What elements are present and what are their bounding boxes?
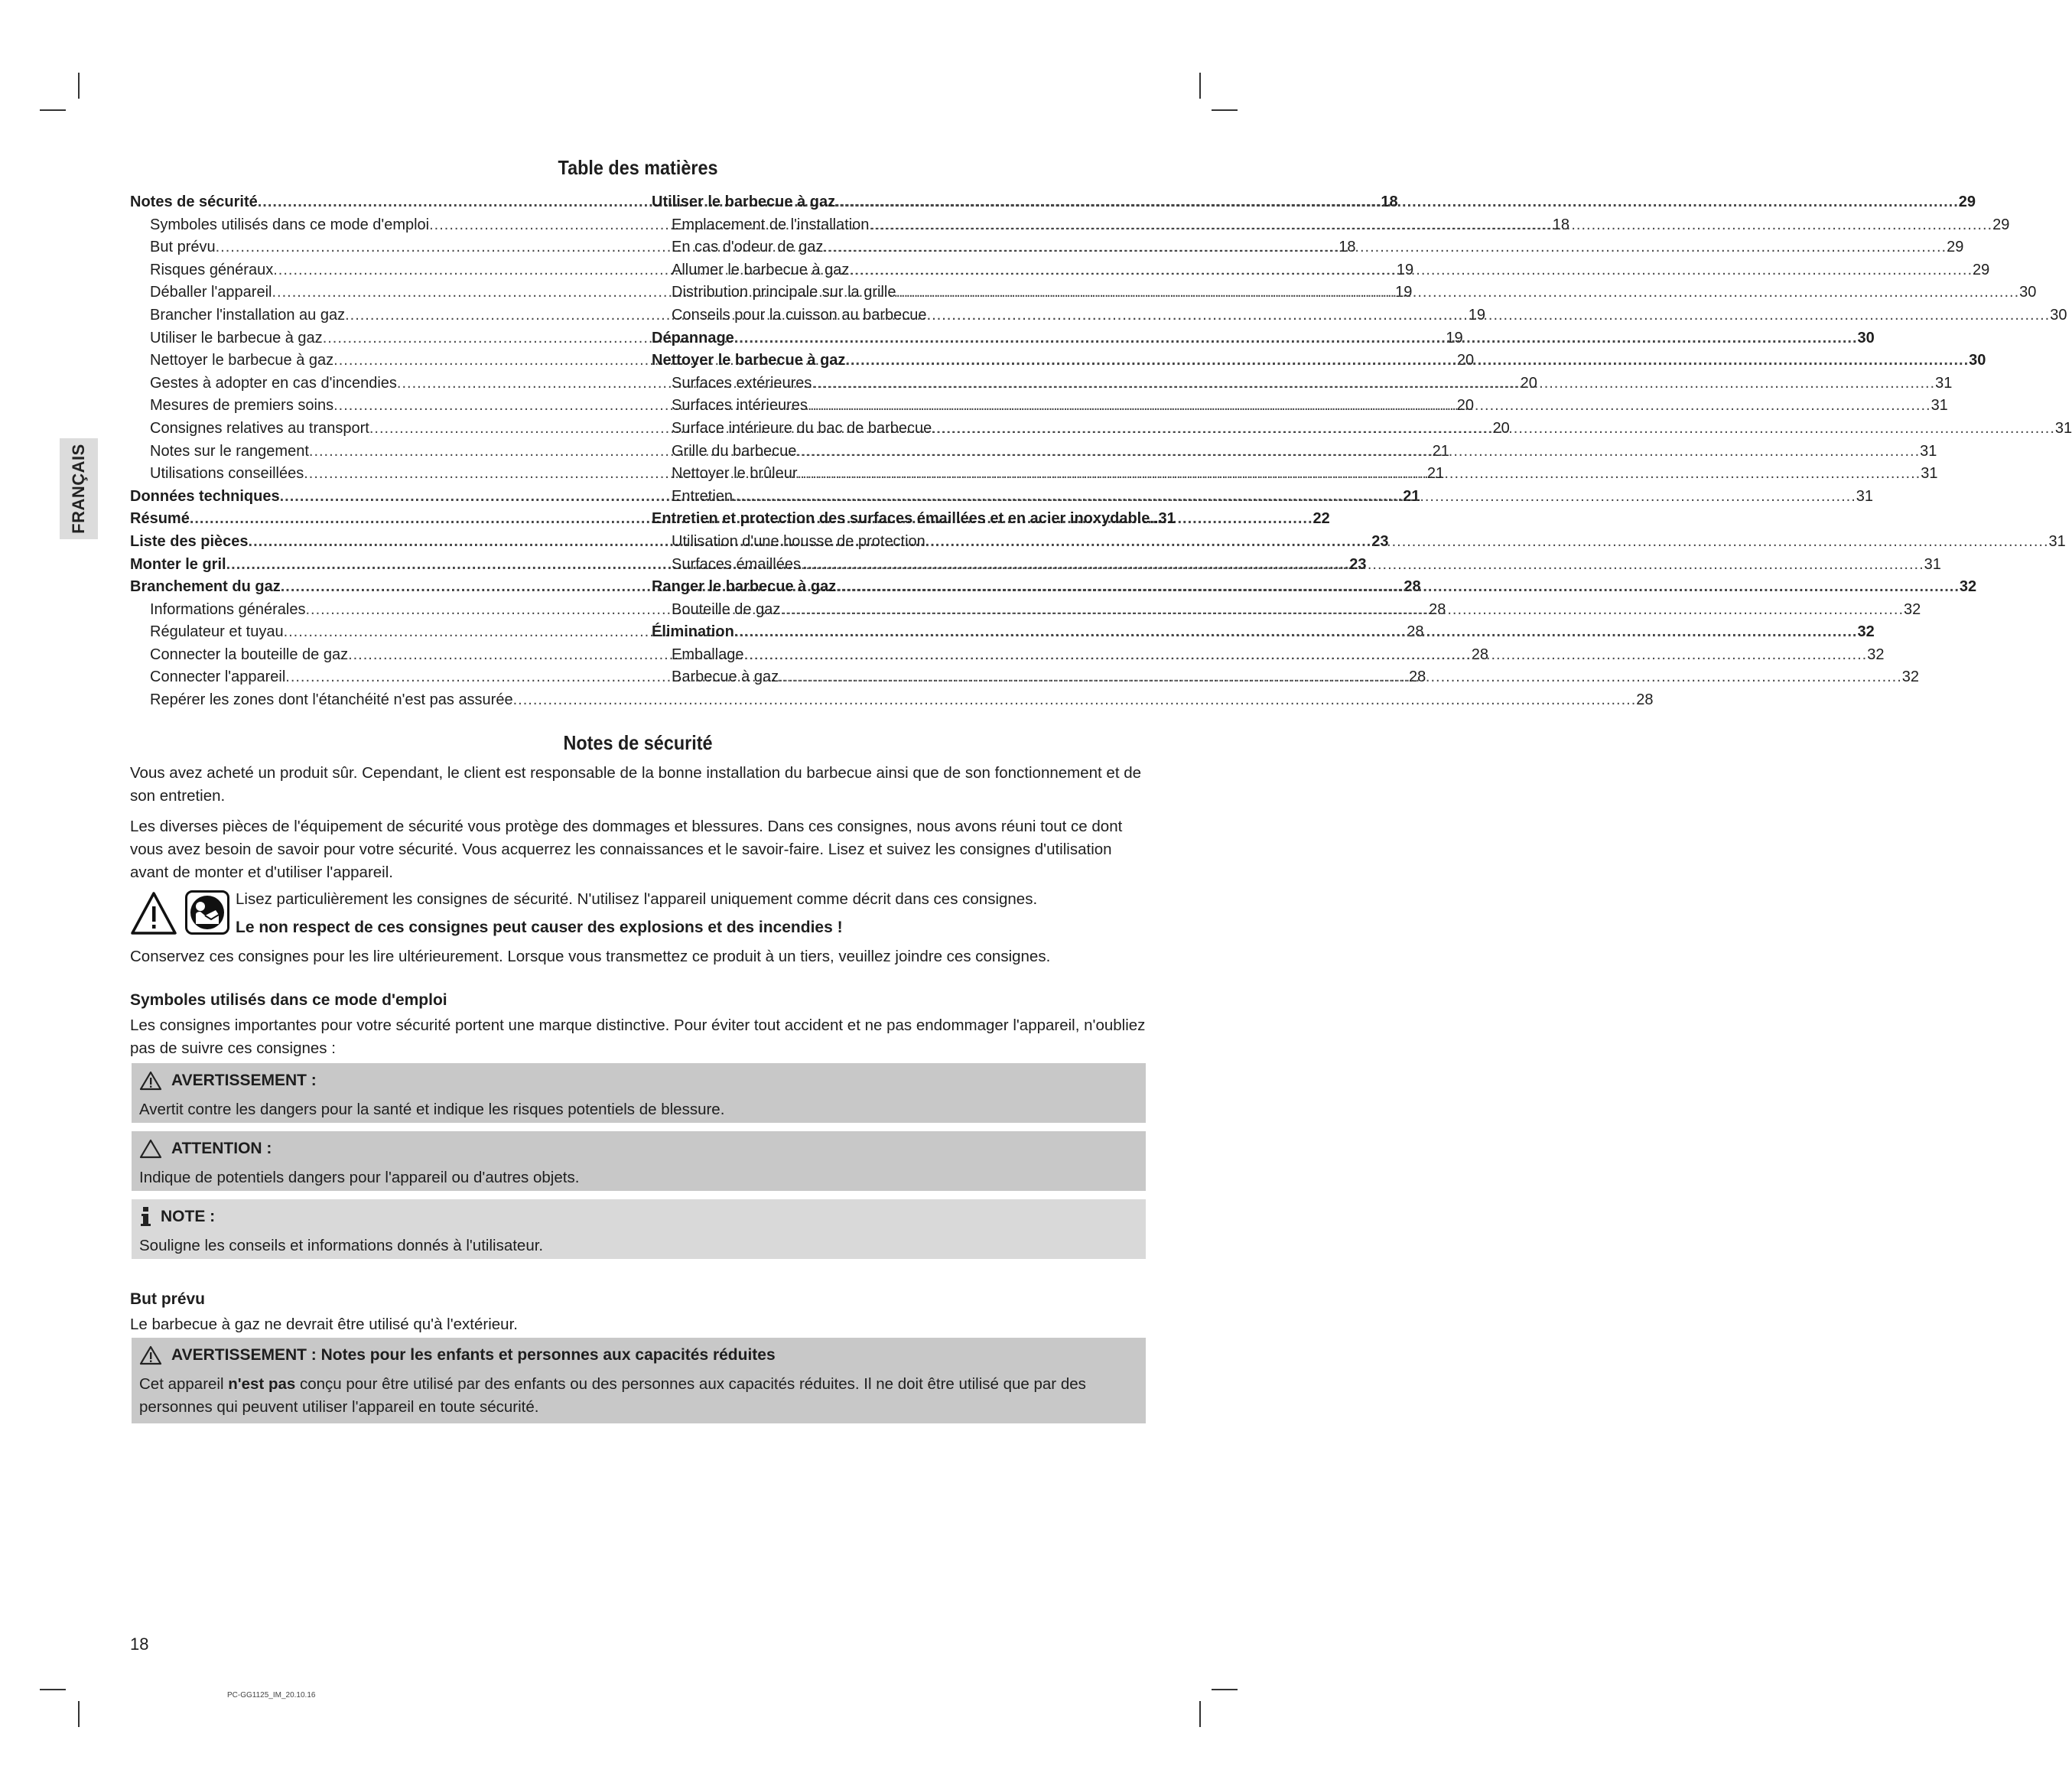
toc-entry-title: Données techniques — [130, 487, 280, 505]
toc-entry-leader — [836, 576, 1960, 599]
toc-entry-title: Bouteille de gaz — [672, 600, 781, 618]
toc-entry-page: 30 — [2050, 306, 2067, 324]
toc-entry-title: Gestes à adopter en cas d'incendies — [150, 374, 397, 392]
warning-icon — [139, 1345, 162, 1365]
safety-paragraph-3: Conservez ces consignes pour les lire ultérieurement. Lorsque vous transmettez ce produit à un tiers, veuillez joindre ces consignes. — [130, 948, 1051, 965]
crop-mark — [78, 73, 80, 99]
toc-entry-title: But prévu — [150, 239, 216, 256]
toc-entry-leader — [932, 418, 2055, 441]
crop-mark — [1212, 109, 1238, 111]
attention-text: Indique de potentiels dangers pour l'appareil ou d'autres objets. — [139, 1169, 580, 1186]
toc-entry-title: Mesures de premiers soins — [150, 397, 334, 415]
toc-entry-page: 31 — [1856, 487, 1873, 505]
toc-entry-page: 28 — [1407, 623, 1424, 641]
toc-entry-leader — [796, 441, 1920, 464]
toc-entry-title: Connecter la bouteille de gaz — [150, 646, 349, 663]
toc-entry-leader — [845, 350, 1969, 372]
toc-entry-page: 19 — [1468, 306, 1486, 324]
toc-entry-title: Surfaces extérieures — [672, 374, 812, 392]
safety-warning-line-2: Le non respect de ces consignes peut causer des explosions et des incendies ! — [236, 919, 843, 936]
warning-text: Avertit contre les dangers pour la santé et indique les risques potentiels de blessure. — [139, 1101, 725, 1118]
note-box — [132, 1199, 1146, 1259]
read-manual-icon — [185, 890, 229, 935]
toc-entry-page: 29 — [1992, 216, 2010, 233]
toc-entry-page: 31 — [1935, 374, 1953, 392]
toc-entry-title: Surfaces intérieures — [672, 397, 808, 415]
toc-entry-leader — [801, 554, 1924, 577]
toc-entry-page: 32 — [1857, 623, 1875, 641]
toc-entry-title: Brancher l'installation au gaz — [150, 306, 346, 324]
toc-entry-leader — [733, 486, 1856, 509]
toc-entry-title: Barbecue à gaz — [672, 668, 779, 686]
toc-entry-title: Nettoyer le brûleur — [672, 465, 798, 483]
toc-entry-page: 20 — [1456, 397, 1475, 415]
toc-entry-title: Utilisations conseillées — [150, 465, 304, 483]
toc-entry-page: 28 — [1429, 600, 1446, 618]
toc-entry-leader — [823, 236, 1947, 259]
toc-entry-page: 20 — [1456, 352, 1475, 369]
toc-entry-page: 19 — [1446, 329, 1463, 346]
toc-entry-title: Déballer l'appareil — [150, 284, 272, 301]
toc-entry-title: Entretien et protection des surfaces émaillées et en acier inoxydable.. — [652, 510, 1159, 528]
purpose-heading: But prévu — [130, 1290, 206, 1308]
crop-mark — [1199, 1701, 1201, 1727]
toc-entry-page: 21 — [1432, 442, 1449, 460]
toc-entry-title: Repérer les zones dont l'étanchéité n'est pas assurée — [150, 691, 513, 709]
toc-entry-title: Nettoyer le barbecue à gaz — [652, 352, 846, 369]
crop-mark — [78, 1701, 80, 1727]
crop-mark — [40, 109, 66, 111]
toc-entry-page: 22 — [1312, 510, 1330, 528]
symbols-heading: Symboles utilisés dans ce mode d'emploi — [130, 991, 447, 1009]
toc-entry-title: Notes de sécurité — [130, 194, 258, 210]
toc-entry-title: Surface intérieure du bac de barbecue — [672, 419, 932, 437]
language-tab — [60, 438, 98, 539]
toc-entry-title: Distribution principale sur la grille — [672, 284, 896, 301]
toc-entry — [652, 508, 1176, 531]
warning-triangle-icon — [130, 891, 177, 935]
toc-entry-page: 32 — [1867, 646, 1885, 663]
toc-entry-page: 20 — [1492, 419, 1510, 437]
toc-entry-title: Élimination — [652, 623, 734, 641]
toc-entry-title: Allumer le barbecue à gaz — [672, 261, 850, 278]
warning-icon — [139, 1071, 162, 1091]
toc-entry-page: 31 — [2054, 419, 2072, 437]
toc-entry-page: 18 — [1381, 194, 1398, 210]
toc-entry — [130, 350, 1475, 372]
info-icon — [139, 1207, 151, 1227]
toc-entry-title: Connecter l'appareil — [150, 668, 286, 686]
page-number: 18 — [130, 1634, 149, 1654]
toc-entry-title: Branchement du gaz — [130, 578, 281, 596]
toc-entry-title: Liste des pièces — [130, 532, 249, 550]
toc-entry-title: Résumé — [130, 510, 190, 528]
toc-entry-page: 29 — [1958, 194, 1976, 210]
toc-entry-page: 32 — [1904, 600, 1921, 618]
toc-entry-leader — [927, 304, 2051, 327]
toc-entry-title: Symboles utilisés dans ce mode d'emploi — [150, 216, 430, 233]
safety-warning-line-1: Lisez particulièrement les consignes de sécurité. N'utilisez l'appareil uniquement comme décrit dans ces consignes. — [236, 890, 1038, 908]
children-warning-text-c: conçu pour être utilisé par des enfants ou des personnes aux capacités réduites. Il ne doit être utilisé que par des personnes qui peuvent utiliser l'appareil en toute sécurité. — [139, 1375, 1086, 1416]
toc-entry-title: Utiliser le barbecue à gaz — [652, 194, 836, 210]
toc-entry-page: 23 — [1371, 532, 1389, 550]
print-code: PC-GG1125_IM_20.10.16 — [227, 1691, 316, 1700]
toc-entry-leader — [779, 666, 1902, 689]
toc-entry-page: 28 — [1408, 668, 1426, 686]
toc-entry-leader — [812, 372, 1935, 395]
safety-paragraph-1: Vous avez acheté un produit sûr. Cependant, le client est responsable de la bonne installation du barbecue ainsi que de son fonctionnement et de son entretien. — [130, 764, 1142, 805]
toc-entry-page: 32 — [1901, 668, 1920, 686]
toc-entry-page: 31 — [1931, 397, 1948, 415]
toc-entry-page: 18 — [1339, 239, 1356, 256]
toc-entry-title: Surfaces émaillées — [672, 555, 801, 573]
toc-entry-title: Entretien — [672, 487, 733, 505]
safety-paragraph-2: Les diverses pièces de l'équipement de sécurité vous protège des dommages et blessures. Dans ces consignes, nous avons réuni tout ce dont vous avez besoin de savoir pour votre sécurité. Vous acquerrez les connaissances et le savoir-faire. Lisez et suivez les consignes d'utilisation avant de monter et d'utiliser l'appareil. — [130, 818, 1123, 881]
note-title: NOTE : — [161, 1208, 216, 1225]
toc-entry-page: 19 — [1395, 284, 1413, 301]
toc-entry-page: 30 — [1969, 352, 1986, 369]
toc-entry-page: 28 — [1471, 646, 1488, 663]
toc-entry-page: 31 — [1921, 465, 1938, 483]
toc-entry-leader — [798, 463, 1921, 486]
safety-title: Notes de sécurité — [563, 731, 713, 754]
toc-entry-leader — [744, 644, 1868, 667]
toc-entry-page: 20 — [1520, 374, 1537, 392]
toc-entry-title: Dépannage — [652, 329, 734, 346]
toc-entry-title: Risques généraux — [150, 261, 274, 278]
caution-icon — [139, 1139, 162, 1159]
toc-entry-page: 21 — [1426, 465, 1445, 483]
toc-entry-title: Informations générales — [150, 600, 306, 618]
crop-mark — [1199, 73, 1201, 99]
children-warning-emphasis: n'est pas — [228, 1375, 296, 1393]
warning-box — [132, 1063, 1146, 1123]
toc-entry-leader — [849, 259, 1973, 282]
toc-entry-title: Monter le gril — [130, 555, 226, 573]
toc-entry-leader — [925, 531, 2049, 554]
toc-entry-page: 29 — [1973, 261, 1990, 278]
toc-entry-leader — [896, 281, 2019, 304]
toc-entry-title: Consignes relatives au transport — [150, 419, 369, 437]
toc-entry-title: Grille du barbecue — [672, 442, 797, 460]
toc-entry-leader — [513, 689, 1637, 712]
toc-entry-page: 23 — [1349, 555, 1367, 573]
toc-entry-leader — [734, 327, 1858, 350]
toc-entry-page: 18 — [1552, 216, 1570, 233]
toc-entry-title: Régulateur et tuyau — [150, 623, 284, 641]
toc-entry-title: Utilisation d'une housse de protection — [672, 532, 925, 550]
toc-entry-page: 28 — [1636, 691, 1654, 709]
toc-entry-title: Conseils pour la cuisson au barbecue — [672, 306, 927, 324]
attention-box — [132, 1131, 1146, 1191]
toc-entry-leader — [869, 214, 1992, 237]
toc-entry-title: Emplacement de l'installation — [672, 216, 870, 233]
toc-entry-title: En cas d'odeur de gaz — [672, 239, 824, 256]
attention-title: ATTENTION : — [171, 1140, 272, 1157]
toc-entry-page: 19 — [1396, 261, 1414, 278]
toc-entry-leader — [780, 599, 1904, 622]
toc-entry-title: Utiliser le barbecue à gaz — [150, 329, 323, 346]
warning-title: AVERTISSEMENT : — [171, 1072, 317, 1089]
children-warning-text — [139, 1373, 1134, 1419]
toc-entry-page: 31 — [2048, 532, 2066, 550]
note-text: Souligne les conseils et informations donnés à l'utilisateur. — [139, 1237, 544, 1254]
toc-entry-page: 30 — [1857, 329, 1875, 346]
toc-entry-title: Ranger le barbecue à gaz — [652, 578, 837, 596]
toc-entry-page: 31 — [1924, 555, 1941, 573]
children-warning-text-a: Cet appareil — [139, 1375, 229, 1393]
toc-entry-title: Nettoyer le barbecue à gaz — [150, 352, 334, 369]
toc-entry-leader — [835, 191, 1959, 214]
toc-entry-title: Emballage — [672, 646, 744, 663]
toc-entry-page: 28 — [1404, 578, 1421, 596]
crop-mark — [40, 1689, 66, 1690]
toc-title: Table des matières — [558, 156, 718, 179]
toc-entry-title: Notes sur le rangement — [150, 442, 309, 460]
children-warning-title: AVERTISSEMENT : Notes pour les enfants et personnes aux capacités réduites — [171, 1346, 776, 1364]
symbols-intro: Les consignes importantes pour votre sécurité portent une marque distinctive. Pour éviter tout accident et ne pas endommager l'appareil, n'oubliez pas de suivre ces consignes : — [130, 1016, 1146, 1057]
crop-mark — [1212, 1689, 1238, 1690]
children-warning-box — [132, 1338, 1146, 1423]
toc-entry-leader — [808, 395, 1931, 418]
toc-entry-page: 29 — [1947, 239, 1964, 256]
language-tab-label: FRANÇAIS — [69, 444, 88, 534]
toc-entry-page: 21 — [1403, 487, 1420, 505]
toc-entry-leader — [734, 621, 1858, 644]
purpose-text: Le barbecue à gaz ne devrait être utilisé qu'à l'extérieur. — [130, 1316, 518, 1333]
toc-entry-page: 31 — [1920, 442, 1937, 460]
toc-entry-page: 31 — [1158, 510, 1176, 528]
toc-entry-page: 32 — [1959, 578, 1977, 596]
toc-entry — [130, 689, 1654, 712]
toc-entry-page: 30 — [2019, 284, 2037, 301]
